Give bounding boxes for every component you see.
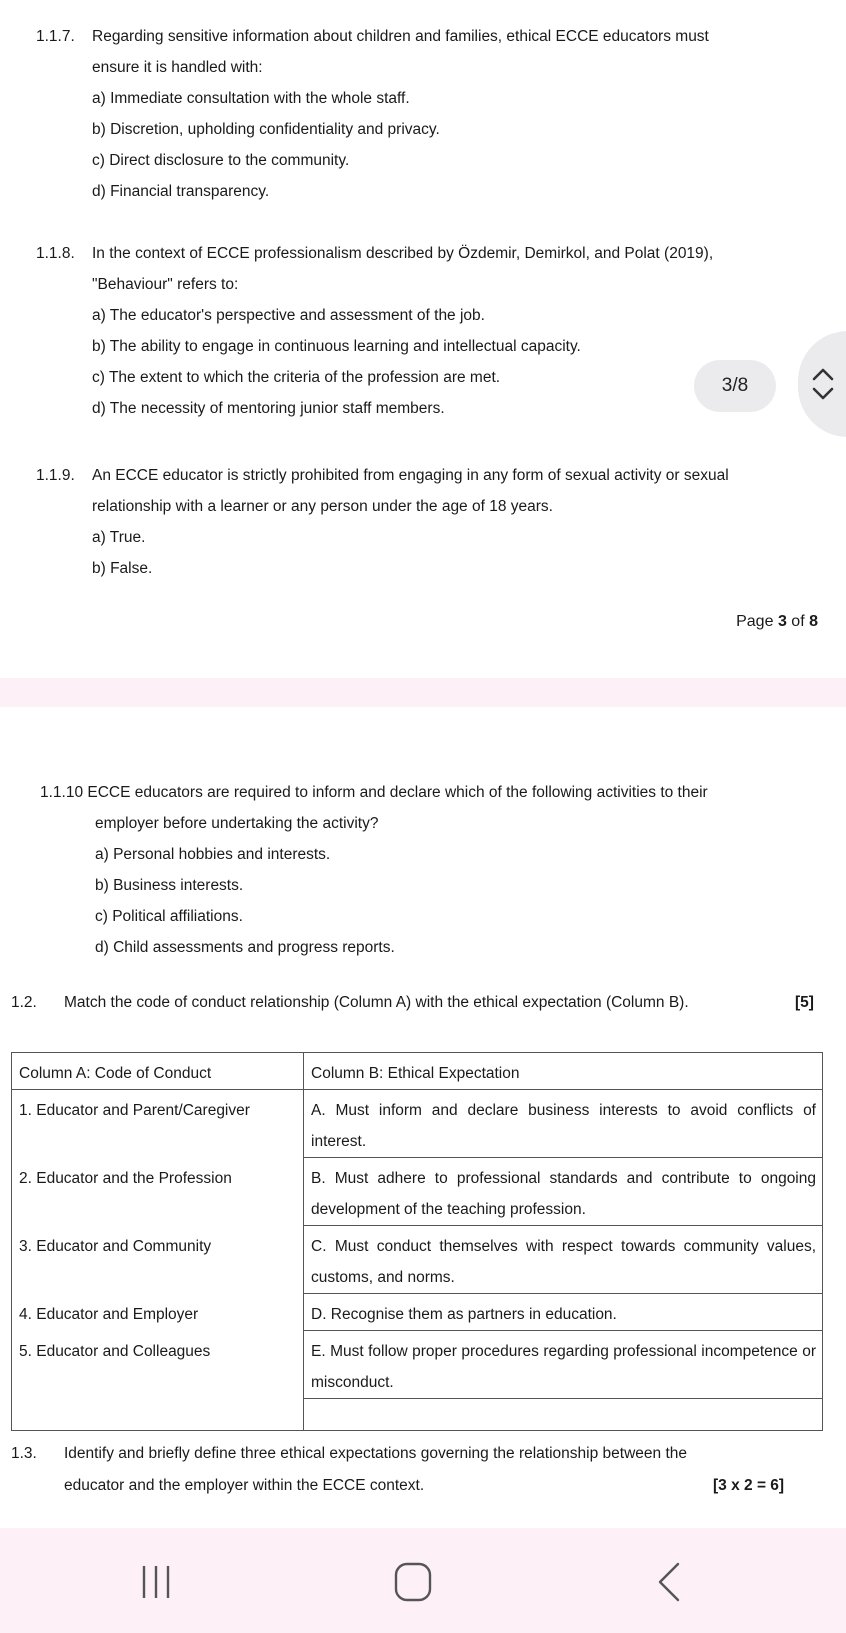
table-row bbox=[12, 1331, 823, 1399]
column-b-cell: B. Must adhere to professional standards and contribute to ongoing development of the teaching profession. bbox=[304, 1158, 823, 1226]
question-text: 1.1.10 ECCE educators are required to inform and declare which of the following activities to their bbox=[40, 784, 708, 801]
question-text: "Behaviour" refers to: bbox=[92, 276, 239, 293]
column-a-header: Column A: Code of Conduct bbox=[12, 1053, 304, 1090]
question-number: 1.2. bbox=[11, 994, 37, 1011]
question-text: An ECCE educator is strictly prohibited from engaging in any form of sexual activity or sexual bbox=[92, 467, 729, 484]
answer-option: b) The ability to engage in continuous learning and intellectual capacity. bbox=[92, 338, 581, 355]
column-b-cell: D. Recognise them as partners in education. bbox=[304, 1294, 823, 1331]
question-text: employer before undertaking the activity? bbox=[95, 815, 379, 832]
home-icon[interactable] bbox=[393, 1561, 433, 1603]
page-footer bbox=[736, 613, 818, 631]
column-b-header: Column B: Ethical Expectation bbox=[304, 1053, 823, 1090]
answer-option: c) Political affiliations. bbox=[95, 908, 243, 925]
question-text: Regarding sensitive information about children and families, ethical ECCE educators must bbox=[92, 28, 709, 45]
column-a-cell: 3. Educator and Community bbox=[12, 1226, 304, 1294]
column-b-cell: A. Must inform and declare business interests to avoid conflicts of interest. bbox=[304, 1090, 823, 1158]
question-number: 1.1.7. bbox=[36, 28, 75, 45]
table-row bbox=[12, 1226, 823, 1294]
answer-option: a) True. bbox=[92, 529, 146, 546]
table-header-row bbox=[12, 1053, 823, 1090]
matching-table bbox=[11, 1052, 823, 1431]
table-row bbox=[12, 1090, 823, 1158]
table-row bbox=[12, 1294, 823, 1331]
column-a-cell: 1. Educator and Parent/Caregiver bbox=[12, 1090, 304, 1158]
answer-option: a) Personal hobbies and interests. bbox=[95, 846, 331, 863]
column-b-cell bbox=[304, 1399, 823, 1431]
page-label: Page bbox=[736, 613, 774, 630]
page-total: 8 bbox=[809, 613, 818, 630]
column-b-cell: C. Must conduct themselves with respect towards community values, customs, and norms. bbox=[304, 1226, 823, 1294]
table-row-empty bbox=[12, 1399, 823, 1431]
page-indicator-badge: 3/8 bbox=[694, 360, 776, 412]
system-navigation-bar bbox=[0, 1528, 846, 1633]
page-of: of bbox=[791, 613, 805, 630]
question-text: relationship with a learner or any person under the age of 18 years. bbox=[92, 498, 553, 515]
column-a-cell: 2. Educator and the Profession bbox=[12, 1158, 304, 1226]
question-text: ensure it is handled with: bbox=[92, 59, 263, 76]
column-a-cell: 5. Educator and Colleagues bbox=[12, 1331, 304, 1399]
page-current: 3 bbox=[777, 613, 787, 630]
answer-option: b) Discretion, upholding confidentiality and privacy. bbox=[92, 121, 440, 138]
question-text: Match the code of conduct relationship (Column A) with the ethical expectation (Column B). bbox=[64, 994, 689, 1011]
scroll-button[interactable] bbox=[798, 331, 846, 437]
answer-option: b) False. bbox=[92, 560, 153, 577]
recent-apps-icon[interactable] bbox=[139, 1562, 173, 1602]
answer-option: c) The extent to which the criteria of the profession are met. bbox=[92, 369, 501, 386]
question-text: In the context of ECCE professionalism described by Özdemir, Demirkol, and Polat (2019), bbox=[92, 245, 714, 262]
question-text: Identify and briefly define three ethical expectations governing the relationship between the bbox=[64, 1445, 687, 1462]
question-number: 1.1.9. bbox=[36, 467, 75, 484]
answer-option: d) The necessity of mentoring junior staff members. bbox=[92, 400, 445, 417]
answer-option: c) Direct disclosure to the community. bbox=[92, 152, 350, 169]
back-icon[interactable] bbox=[654, 1561, 684, 1603]
question-text: educator and the employer within the ECCE context. bbox=[64, 1477, 425, 1494]
question-marks: [3 x 2 = 6] bbox=[713, 1477, 785, 1494]
question-marks: [5] bbox=[795, 994, 814, 1011]
answer-option: a) Immediate consultation with the whole staff. bbox=[92, 90, 410, 107]
answer-option: a) The educator's perspective and assessment of the job. bbox=[92, 307, 485, 324]
column-a-cell bbox=[12, 1399, 304, 1431]
table-row bbox=[12, 1158, 823, 1226]
question-number: 1.1.8. bbox=[36, 245, 75, 262]
column-a-cell: 4. Educator and Employer bbox=[12, 1294, 304, 1331]
answer-option: d) Child assessments and progress reports. bbox=[95, 939, 395, 956]
chevron-up-down-icon bbox=[812, 365, 834, 403]
column-b-cell: E. Must follow proper procedures regarding professional incompetence or misconduct. bbox=[304, 1331, 823, 1399]
page-separator bbox=[0, 678, 846, 707]
answer-option: d) Financial transparency. bbox=[92, 183, 270, 200]
answer-option: b) Business interests. bbox=[95, 877, 244, 894]
question-number: 1.3. bbox=[11, 1445, 37, 1462]
